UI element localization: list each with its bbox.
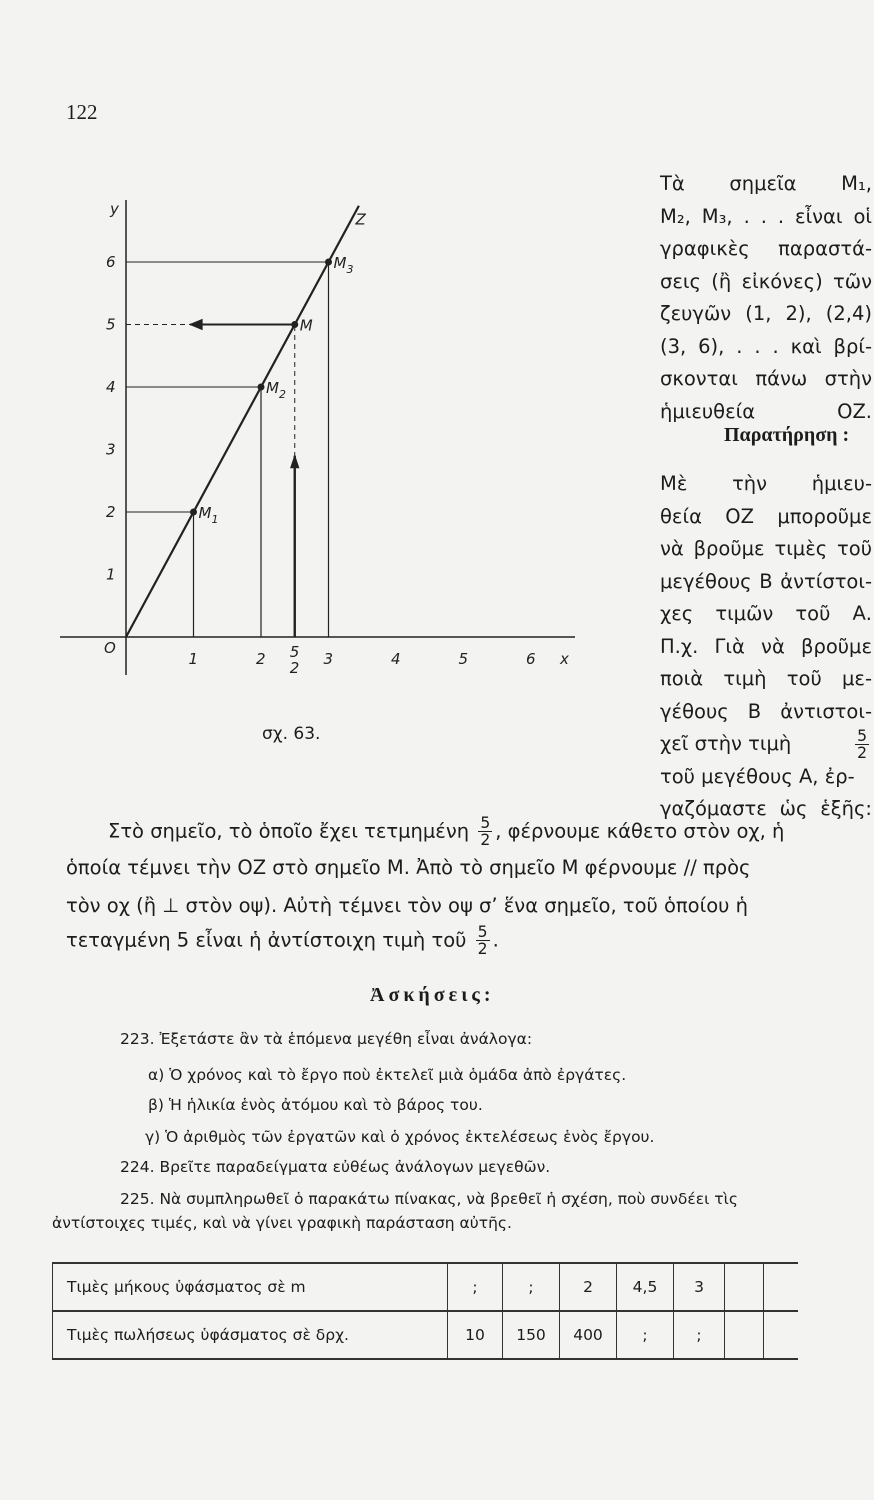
fraction-5-2 <box>478 815 492 849</box>
table-cell: ; <box>503 1263 560 1311</box>
point-m1 <box>191 509 197 515</box>
table-row <box>53 1311 799 1359</box>
side-line: τοῦ μεγέθους Α, ἐρ- <box>660 764 855 788</box>
side-line: θεία ΟΖ μποροῦμε <box>660 504 872 528</box>
point-label: $M_3$ <box>333 254 354 276</box>
special-tick-den: 2 <box>289 659 300 677</box>
side-line: ποιὰ τιμὴ τοῦ με- <box>660 667 872 690</box>
side-line: γαζόμαστε ὡς ἑξῆς: <box>660 797 872 820</box>
frac-den: 2 <box>480 831 491 850</box>
side-line: Μὲ τὴν ἡμιευ- <box>660 472 872 495</box>
exercise-223: 223. Ἐξετάστε ἂν τὰ ἑπόμενα μεγέθη εἶναι ἀνάλογα: <box>120 1030 533 1048</box>
x-axis-label: x <box>560 650 569 668</box>
frac-num: 5 <box>477 923 488 941</box>
line-oz <box>126 206 359 637</box>
side-line: μεγέθους Β ἀντίστοι- <box>660 569 872 593</box>
y-tick-label: 4 <box>106 378 116 396</box>
main-line-3: τὸν οχ (ἢ ⊥ στὸν οψ). Αὐτὴ τέμνει τὸν οψ σ’ ἕνα σημεῖο, τοῦ ὁποίου ἡ <box>66 894 748 917</box>
side-line: γραφικὲς παραστά- <box>660 237 872 260</box>
table-row <box>53 1263 799 1311</box>
exercise-223c: γ) Ὁ ἀριθμὸς τῶν ἐργατῶν καὶ ὁ χρόνος ἐκτελέσεως ἑνὸς ἔργου. <box>145 1128 655 1146</box>
side-line: σεις (ἢ εἰκόνες) τῶν <box>660 269 872 293</box>
table-cell <box>725 1311 764 1359</box>
side-line: Π.χ. Γιὰ νὰ βροῦμε <box>660 634 872 658</box>
main-line-1a: Στὸ σημεῖο, τὸ ὁποῖο ἔχει τετμημένη <box>108 819 470 843</box>
exercises-title: Ἀσκήσεις: <box>370 984 495 1006</box>
side-line <box>660 728 872 761</box>
arrow-head-up-icon <box>291 456 299 468</box>
exercise-225-line2: ἀντίστοιχες τιμές, καὶ νὰ γίνει γραφικὴ παράσταση αὐτῆς. <box>52 1214 512 1232</box>
fraction-5-2 <box>476 924 490 958</box>
side-line: σκονται πάνω στὴν <box>660 367 872 390</box>
table-cell <box>764 1311 799 1359</box>
y-tick-label: 6 <box>106 253 116 271</box>
x-tick-label: 5 <box>458 650 469 668</box>
main-line-2: ὁποία τέμνει τὴν ΟΖ στὸ σημεῖο Μ. Ἀπὸ τὸ σημεῖο Μ φέρνουμε // πρὸς <box>66 856 751 879</box>
table-cell: ; <box>674 1311 725 1359</box>
side-line: ζευγῶν (1, 2), (2,4) <box>660 302 872 325</box>
point-label: $M_1$ <box>198 504 219 526</box>
side-line: χες τιμῶν τοῦ Α. <box>660 602 872 625</box>
main-line-1b: , φέρνουμε κάθετο στὸν οχ, ἡ <box>495 819 785 843</box>
table-cell: 10 <box>448 1311 503 1359</box>
arrow-head-left-icon <box>190 320 202 330</box>
point-label: M <box>299 316 313 335</box>
table-cell: 400 <box>560 1311 617 1359</box>
y-tick-label: 5 <box>106 315 116 334</box>
side-line: Μ₂, Μ₃, . . . εἶναι οἱ <box>660 204 872 228</box>
figure-caption: σχ. 63. <box>262 724 321 744</box>
side-line: Τὰ σημεῖα Μ₁, <box>660 172 872 195</box>
origin-label: O <box>104 639 116 657</box>
frac-den: 2 <box>477 940 488 959</box>
table-cell <box>764 1263 799 1311</box>
point-m2 <box>258 384 264 390</box>
side-line: γέθους Β ἀντιστοι- <box>660 699 872 723</box>
exercise-223b: β) Ἡ ἡλικία ἑνὸς ἀτόμου καὶ τὸ βάρος του. <box>148 1096 483 1114</box>
exercise-223a: α) Ὁ χρόνος καὶ τὸ ἔργο ποὺ ἐκτελεῖ μιὰ ὁμάδα ἀπὸ ἐργάτες. <box>148 1066 627 1084</box>
line-label: Z <box>355 210 366 229</box>
y-tick-label: 3 <box>106 440 116 459</box>
main-line-4: τεταγμένη 5 εἶναι ἡ ἀντίστοιχη τιμὴ τοῦ <box>66 928 467 952</box>
special-tick-num: 5 <box>289 643 300 661</box>
remark-title: Παρατήρηση : <box>724 424 850 446</box>
y-tick-label: 2 <box>106 503 116 521</box>
side-line: ἡμιευθεία ΟΖ. <box>660 399 872 423</box>
x-tick-label: 4 <box>391 650 401 668</box>
x-tick-label: 6 <box>526 650 536 668</box>
row-label: Τιμὲς πωλήσεως ὑφάσματος σὲ δρχ. <box>53 1311 448 1359</box>
exercise-224: 224. Βρεῖτε παραδείγματα εὐθέως ἀνάλογων μεγεθῶν. <box>120 1158 551 1176</box>
y-axis-label: y <box>110 200 119 218</box>
point-label: $M_2$ <box>266 379 286 401</box>
fraction-5-2: $\frac{5}{2}$ <box>857 727 867 763</box>
values-table <box>52 1262 798 1360</box>
table-cell: 150 <box>503 1311 560 1359</box>
figure-63 <box>0 0 600 760</box>
side-paragraph-1 <box>660 168 872 428</box>
table-cell: 3 <box>674 1263 725 1311</box>
side-paragraph-2 <box>660 468 872 826</box>
table-cell: 4,5 <box>617 1263 674 1311</box>
y-tick-label: 1 <box>106 565 116 584</box>
x-tick-label: 3 <box>323 650 334 668</box>
table-cell <box>725 1263 764 1311</box>
side-line: νὰ βροῦμε τιμὲς τοῦ <box>660 537 872 560</box>
row-label: Τιμὲς μήκους ὑφάσματος σὲ m <box>53 1263 448 1311</box>
table-cell: ; <box>617 1311 674 1359</box>
x-tick-label: 2 <box>256 650 266 668</box>
table-cell: ; <box>448 1263 503 1311</box>
page-number: 122 <box>66 100 98 124</box>
side-line-text: χεῖ στὴν τιμὴ <box>660 732 792 755</box>
exercise-225-line1: 225. Νὰ συμπληρωθεῖ ὁ παρακάτω πίνακας, νὰ βρεθεῖ ἡ σχέση, ποὺ συνδέει τὶς <box>120 1190 738 1208</box>
side-line: (3, 6), . . . καὶ βρί- <box>660 334 872 358</box>
table-cell: 2 <box>560 1263 617 1311</box>
x-tick-label: 1 <box>188 650 199 668</box>
point-m3 <box>326 259 332 265</box>
frac-num: 5 <box>480 814 491 832</box>
